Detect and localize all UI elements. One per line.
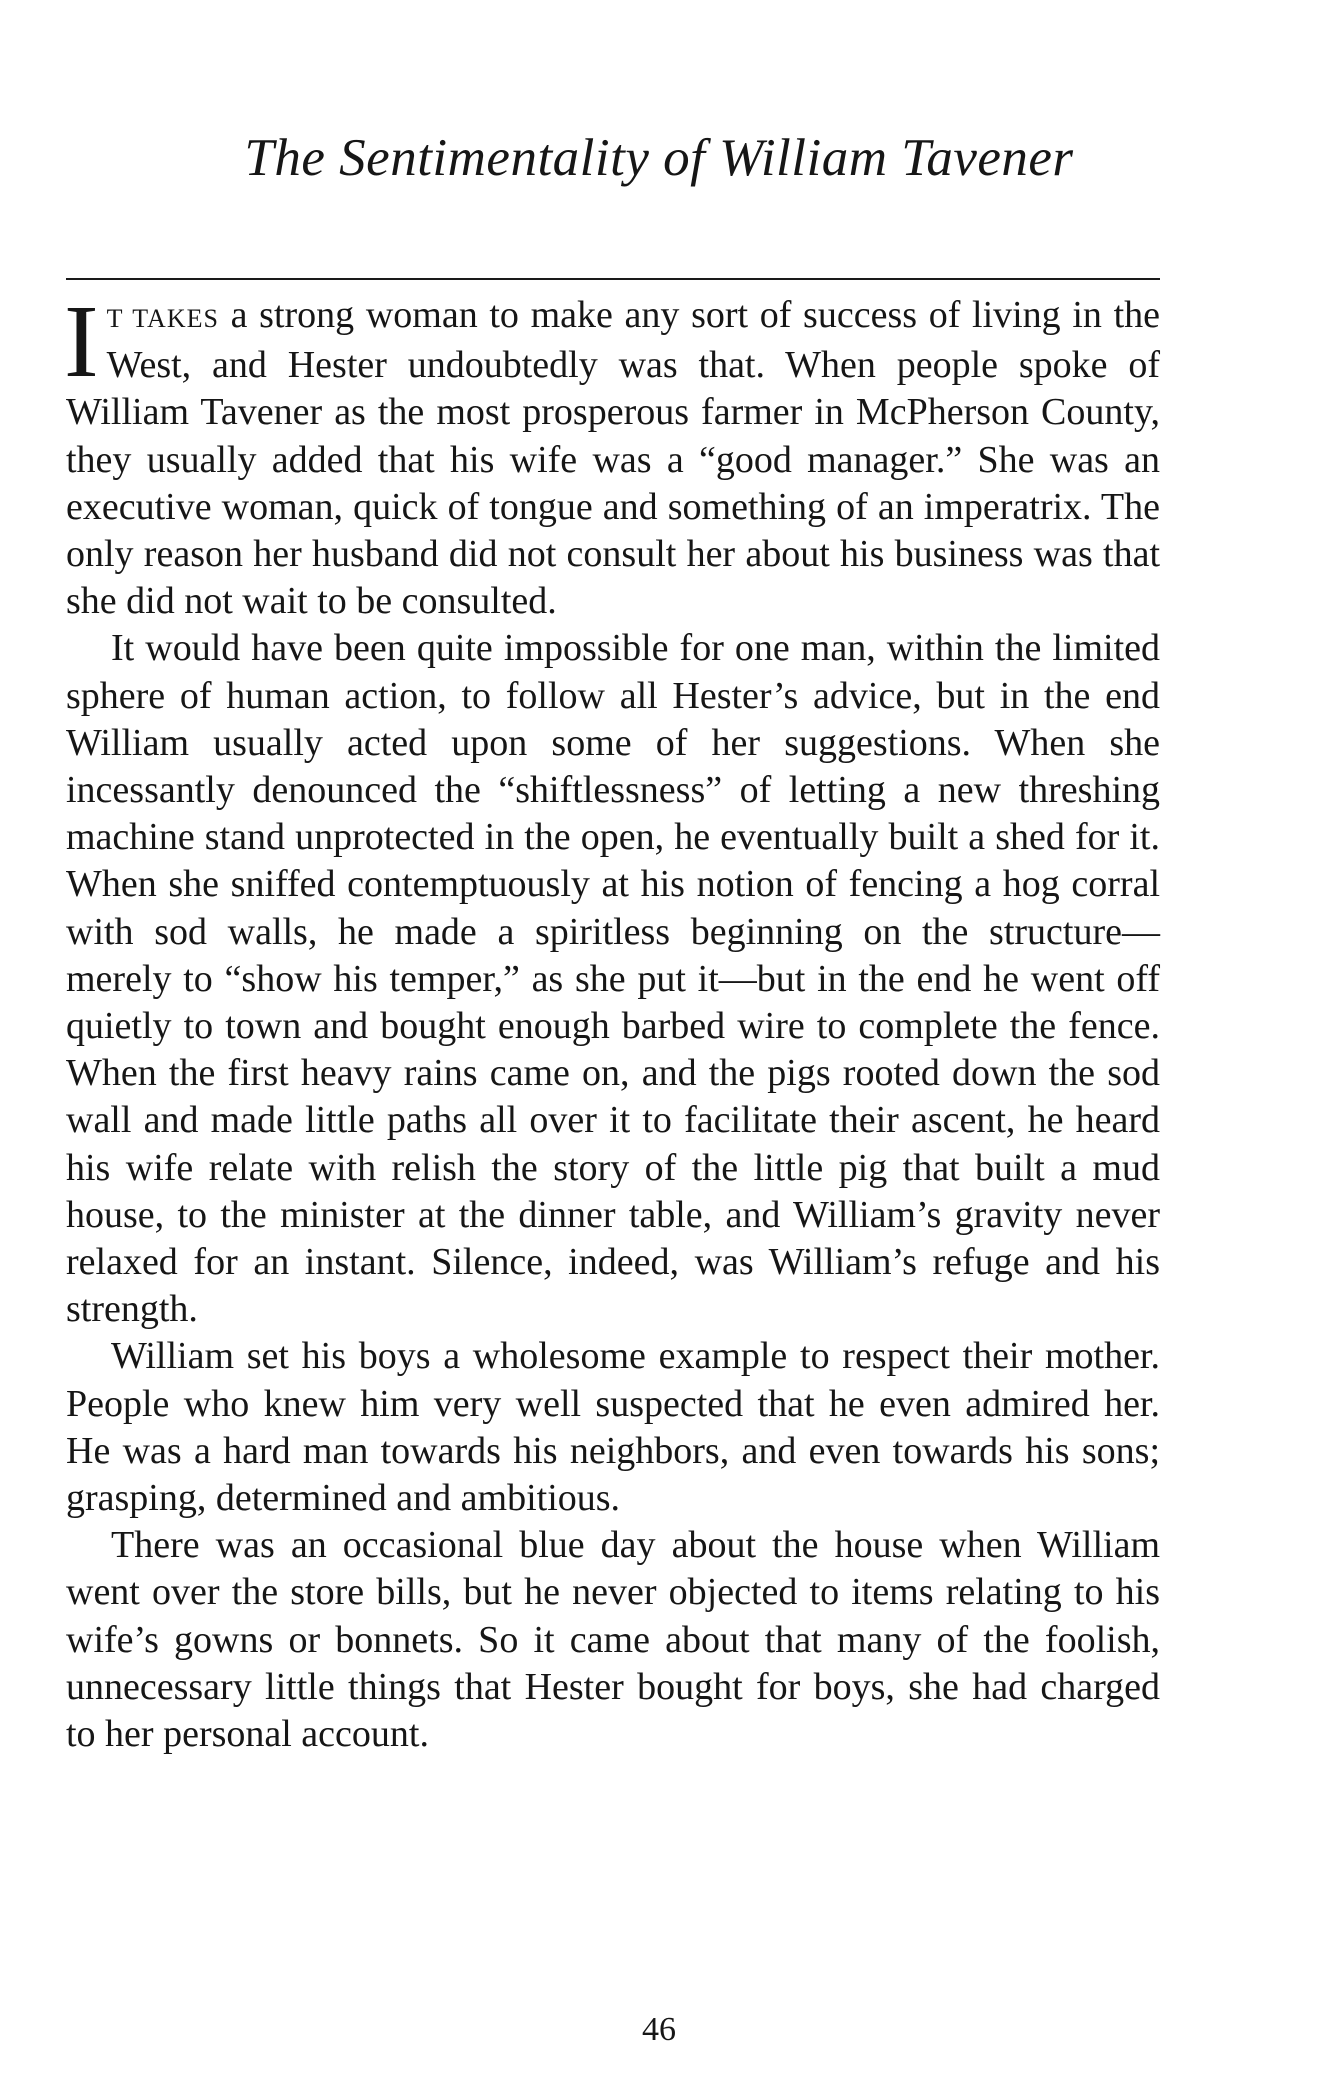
page-number: 46: [642, 2011, 676, 2048]
chapter-title: The Sentimentality of William Tavener: [244, 129, 1074, 187]
paragraph-2: It would have been quite impossible for one man, within the limited sphere of human action, to follow all Hester’s advice, but in the end William usually acted upon some of her suggestions. When she incessantly denounced the “shiftlessness” of letting a new threshing machine stand unprotected in the open, he eventually built a shed for it. When she sniffed contemptuously at his notion of fencing a hog corral with sod walls, he made a spiritless beginning on the structure— merely to “show his temper,” as she put it—but in the end he went off quietly to town and bought enough barbed wire to complete the fence. When the first heavy rains came on, and the pigs rooted down the sod wall and made little paths all over it to facilitate their ascent, he heard his wife relate with relish the story of the little pig that built a mud house, to the minister at the dinner table, and William’s gravity never relaxed for an instant. Silence, indeed, was William’s refuge and his strength.: [66, 627, 1160, 1331]
title-rule: [66, 278, 1160, 280]
body-text: [64, 284, 1161, 1758]
paragraph-4: There was an occasional blue day about the house when William went over the store bills, but he never objected to items relating to his wife’s gowns or bonnets. So it came about that many of the foolish, unnecessary little things that Hester bought for boys, she had charged to her personal account.: [66, 1524, 1160, 1756]
paragraph-3: William set his boys a wholesome example to respect their mother. People who knew him very well suspected that he even admired her. He was a hard man towards his neighbors, and even towards his sons; grasping, determined and ambitious.: [66, 1335, 1160, 1520]
paragraph-1: [64, 284, 1161, 625]
paragraph-1-text: a strong woman to make any sort of success of living in the West, and Hester undoubtedly was that. When people spoke of William Tavener as the most prosperous farmer in McPherson County, they usually added that his wife was a “good manager.” She was an executive woman, quick of tongue and something of an imperatrix. The only reason her husband did not consult her about his business was that she did not wait to be consulted.: [66, 294, 1161, 623]
drop-cap: I: [64, 284, 99, 399]
lead-in-small-caps: T TAKES: [106, 304, 219, 333]
